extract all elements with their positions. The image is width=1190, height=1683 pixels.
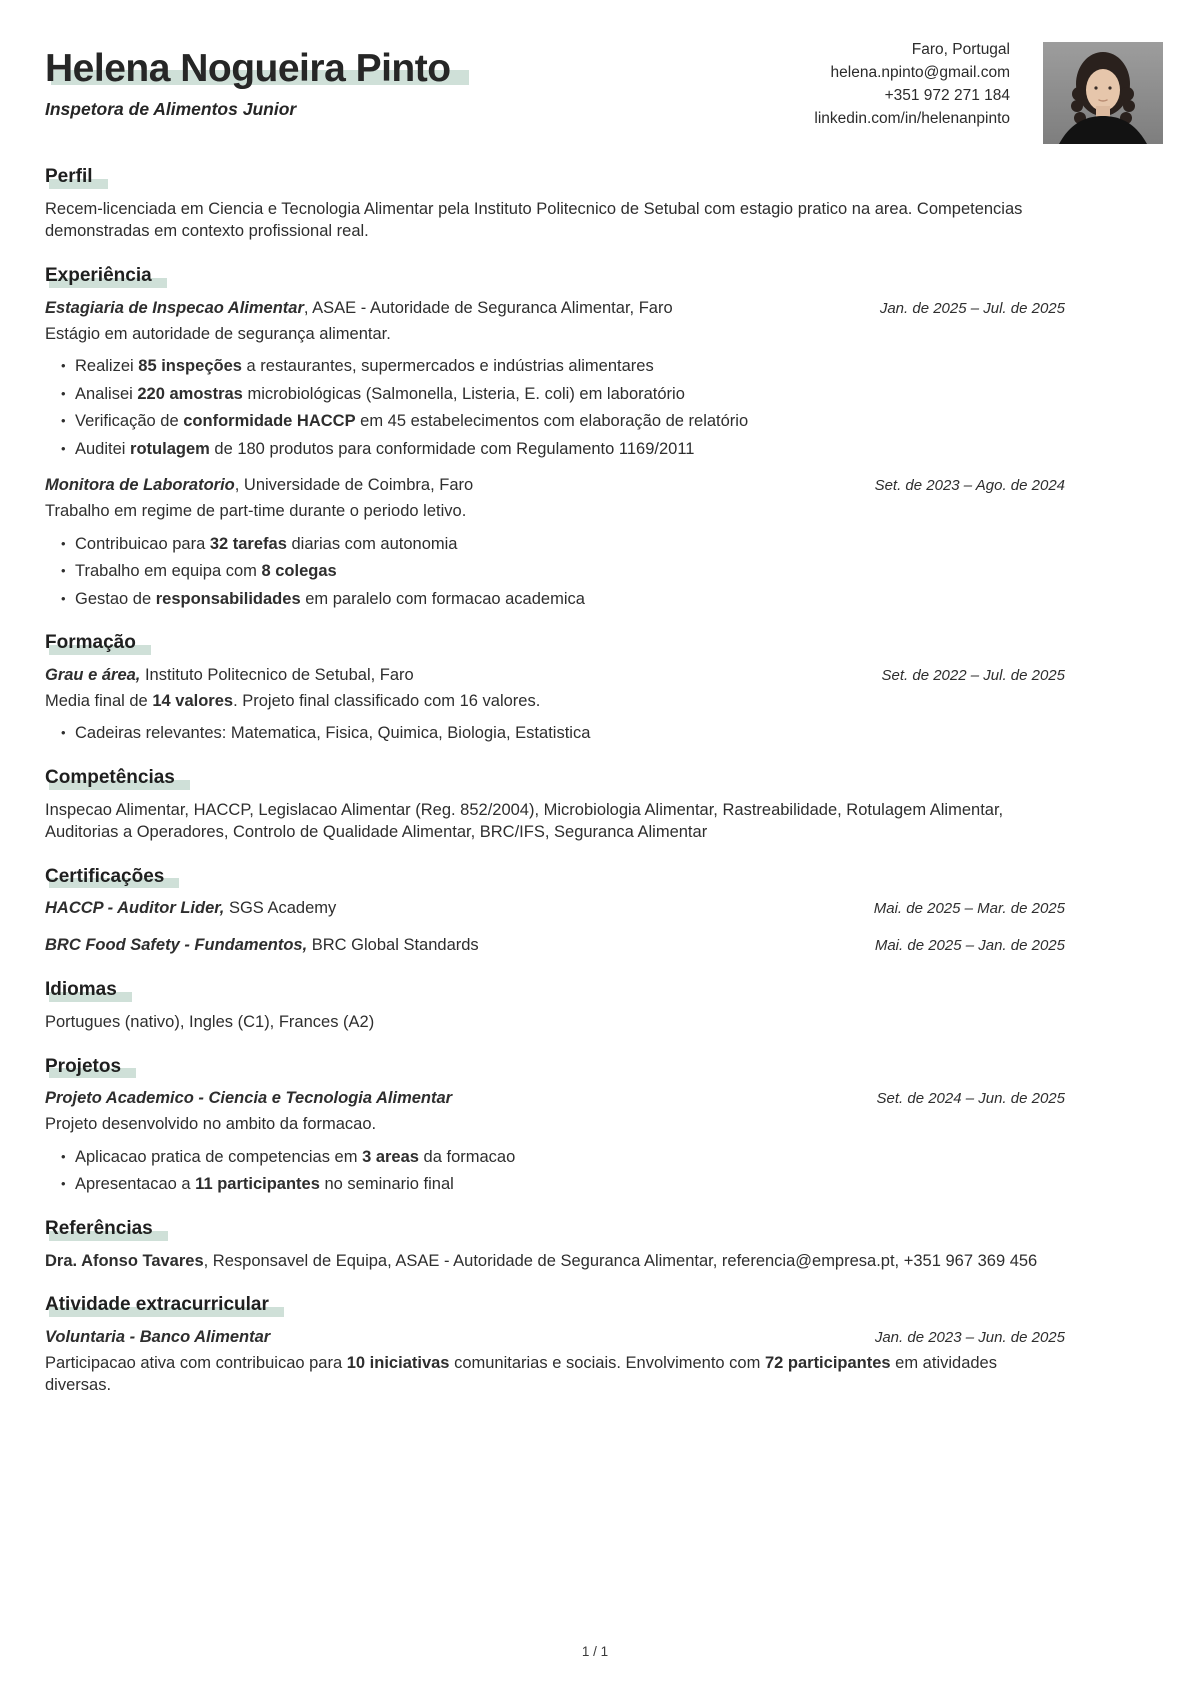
entry-dates: Mai. de 2025 – Mar. de 2025: [873, 900, 1065, 918]
entry-dates: Jan. de 2023 – Jun. de 2025: [874, 1328, 1065, 1346]
page-number: 1 / 1: [581, 1644, 609, 1659]
entry-title-rest: Instituto Politecnico de Setubal, Faro: [140, 665, 414, 684]
bullet-item: • Apresentacao a 11 participantes no seminario final: [75, 1173, 1065, 1196]
section-heading-wrap: [45, 978, 1065, 1002]
entry-title: [45, 474, 473, 497]
entry-title-emphasis: Projeto Academico - Ciencia e Tecnologia Alimentar: [45, 1089, 453, 1108]
entry-head: [45, 297, 1065, 320]
resume-entry: [45, 664, 1065, 745]
entry-dates: Jan. de 2025 – Jul. de 2025: [879, 299, 1065, 317]
resume-header: [45, 34, 1163, 144]
entry-title-rest: BRC Global Standards: [307, 936, 479, 955]
entry-title-emphasis: Estagiaria de Inspecao Alimentar: [45, 298, 304, 317]
entry-bullet-list: [45, 722, 1065, 745]
section-heading-wrap: [45, 1217, 1065, 1241]
bullet-item: • Auditei rotulagem de 180 produtos para conformidade com Regulamento 1169/2011: [75, 438, 1065, 461]
entry-title: [45, 1326, 270, 1349]
person-name: Helena Nogueira Pinto: [45, 47, 451, 90]
section-heading: Competências: [45, 766, 175, 788]
section-heading: Perfil: [45, 166, 93, 187]
bullet-item: • Gestao de responsabilidades em paralelo com formacao academica: [75, 588, 1065, 611]
contact-location: Faro, Portugal: [911, 41, 1010, 58]
section-paragraph: Portugues (nativo), Ingles (C1), Frances (A2): [45, 1013, 375, 1031]
contact-block: [814, 38, 1010, 130]
entry-summary: Media final de 14 valores. Projeto final classificado com 16 valores.: [45, 691, 541, 710]
entry-summary: Projeto desenvolvido no ambito da formacao.: [45, 1115, 377, 1134]
entry-dates: Set. de 2022 – Jul. de 2025: [881, 666, 1065, 684]
entry-title: [45, 1087, 452, 1110]
entry-title-emphasis: HACCP - Auditor Lider,: [45, 899, 225, 918]
section-idiomas: [45, 978, 1065, 1033]
entry-head: [45, 1326, 1065, 1349]
contact-email: helena.npinto@gmail.com: [830, 64, 1010, 81]
name-block: [45, 48, 814, 120]
bullet-item: • Cadeiras relevantes: Matematica, Fisica, Quimica, Biologia, Estatistica: [75, 722, 1065, 745]
section-certificacoes: [45, 865, 1065, 958]
entry-title-emphasis: Voluntaria - Banco Alimentar: [45, 1327, 271, 1346]
entry-title-rest: SGS Academy: [224, 899, 337, 918]
bullet-item: • Verificação de conformidade HACCP em 45 estabelecimentos com elaboração de relatório: [75, 410, 1065, 433]
entry-title-rest: , Universidade de Coimbra, Faro: [234, 476, 474, 494]
resume-entry: [45, 1087, 1065, 1196]
entry-title-emphasis: BRC Food Safety - Fundamentos,: [45, 936, 308, 955]
resume-entry: [45, 897, 1065, 920]
section-heading-wrap: [45, 1293, 1065, 1317]
entry-bullet-list: [45, 533, 1065, 611]
job-title: Inspetora de Alimentos Junior: [45, 99, 297, 120]
section-paragraph: Inspecao Alimentar, HACCP, Legislacao Alimentar (Reg. 852/2004), Microbiologia Alimentar, Rastreabilidade, Rotulagem Alimentar, Auditorias a Operadores, Controlo de Qualidade Alimentar, BRC/IFS, Seguranca Alimentar: [45, 800, 1004, 841]
portrait-photo-graphic: [1043, 42, 1163, 144]
section-heading: Atividade extracurricular: [45, 1294, 269, 1315]
entry-title: [45, 934, 479, 957]
section-heading-wrap: [45, 766, 1065, 790]
section-heading: Projetos: [45, 1055, 122, 1077]
entry-title-rest: , ASAE - Autoridade de Seguranca Alimentar, Faro: [303, 298, 673, 317]
section-heading: Formação: [45, 632, 136, 653]
entry-title: [45, 297, 673, 320]
section-heading-wrap: [45, 865, 1065, 889]
entry-dates: Mai. de 2025 – Jan. de 2025: [874, 937, 1065, 955]
entry-dates: Set. de 2023 – Ago. de 2024: [874, 477, 1065, 494]
resume-entry: [45, 474, 1065, 610]
entry-head: [45, 474, 1065, 497]
bullet-item: • Analisei 220 amostras microbiológicas (Salmonella, Listeria, E. coli) em laboratório: [75, 383, 1065, 406]
entry-title: [45, 897, 336, 920]
contact-phone: +351 972 271 184: [884, 87, 1010, 104]
entry-summary: Participacao ativa com contribuicao para 10 iniciativas comunitarias e sociais. Envolvimento com 72 participantes em atividades diversas.: [45, 1353, 997, 1395]
section-referencias: [45, 1217, 1065, 1272]
entry-bullet-list: [45, 1146, 1065, 1196]
section-heading-wrap: [45, 1055, 1065, 1079]
entry-title-emphasis: Monitora de Laboratorio: [45, 476, 235, 494]
section-perfil: [45, 165, 1065, 243]
section-heading: Experiência: [45, 264, 152, 286]
entry-title-emphasis: Grau e área,: [45, 665, 141, 684]
section-paragraph: Recem-licenciada em Ciencia e Tecnologia Alimentar pela Instituto Politecnico de Setubal com estagio pratico na area. Competencias demonstradas em contexto profissional real.: [45, 199, 1023, 241]
section-atividade-extracurricular: [45, 1293, 1065, 1397]
section-heading: Certificações: [45, 865, 165, 887]
entry-head: [45, 934, 1065, 957]
entry-head: [45, 897, 1065, 920]
resume-entry: [45, 297, 1065, 461]
section-heading: Idiomas: [45, 979, 117, 1001]
section-heading-wrap: [45, 631, 1065, 655]
section-heading-wrap: [45, 165, 1065, 189]
section-competencias: [45, 766, 1065, 844]
resume-entry: [45, 934, 1065, 957]
section-formacao: [45, 631, 1065, 745]
entry-head: [45, 664, 1065, 687]
section-experiencia: [45, 264, 1065, 610]
bullet-item: • Contribuicao para 32 tarefas diarias com autonomia: [75, 533, 1065, 556]
section-projetos: [45, 1055, 1065, 1196]
entry-dates: Set. de 2024 – Jun. de 2025: [876, 1090, 1065, 1108]
entry-bullet-list: [45, 355, 1065, 460]
resume-entry: [45, 1326, 1065, 1397]
entry-head: [45, 1087, 1065, 1110]
bullet-item: • Trabalho em equipa com 8 colegas: [75, 560, 1065, 583]
bullet-item: • Realizei 85 inspeções a restaurantes, supermercados e indústrias alimentares: [75, 355, 1065, 378]
entry-title: [45, 664, 414, 687]
section-heading-wrap: [45, 264, 1065, 288]
section-paragraph: Dra. Afonso Tavares, Responsavel de Equipa, ASAE - Autoridade de Seguranca Alimentar, referencia@empresa.pt, +351 967 369 456: [45, 1251, 1038, 1270]
profile-photo: [1043, 42, 1163, 144]
resume-sections: [45, 165, 1065, 1397]
section-heading: Referências: [45, 1217, 153, 1239]
entry-summary: Trabalho em regime de part-time durante o periodo letivo.: [45, 502, 467, 520]
bullet-item: • Aplicacao pratica de competencias em 3 areas da formacao: [75, 1146, 1065, 1169]
entry-summary: Estágio em autoridade de segurança alimentar.: [45, 324, 391, 343]
contact-linkedin: linkedin.com/in/helenanpinto: [814, 110, 1010, 127]
